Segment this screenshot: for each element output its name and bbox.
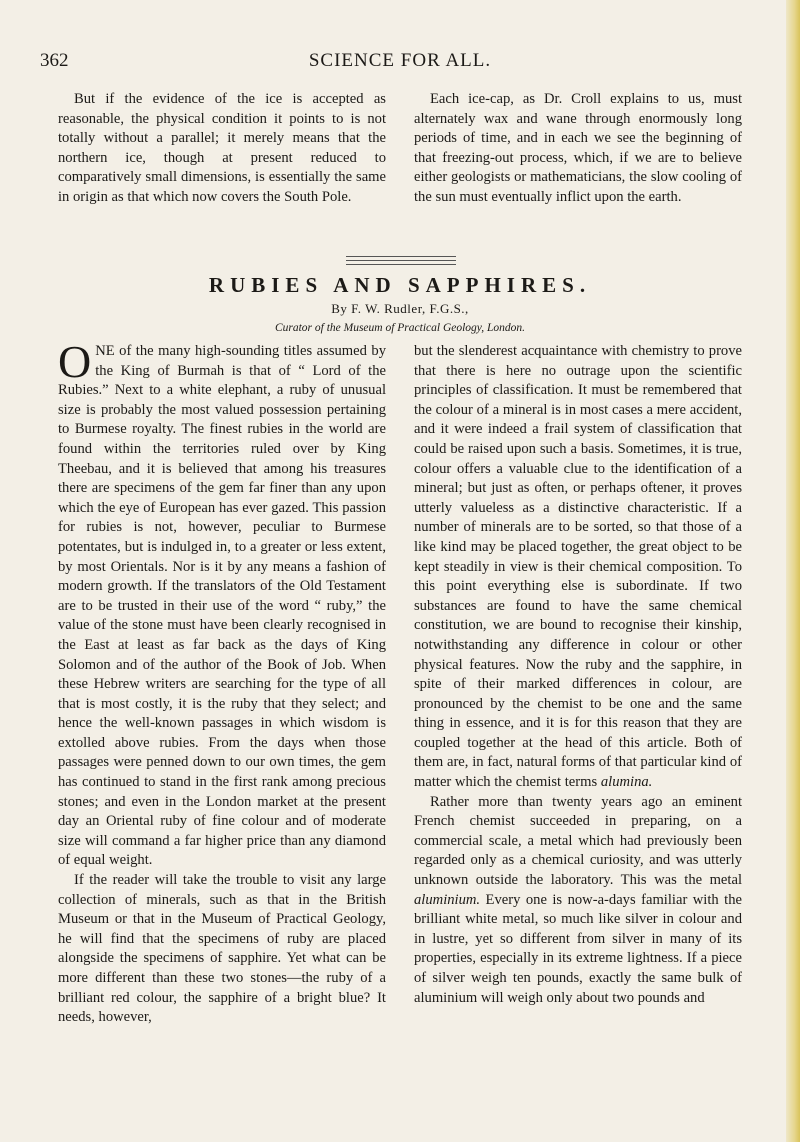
top-right-column <box>414 90 742 208</box>
running-head: SCIENCE FOR ALL. <box>308 50 492 71</box>
article-right-column <box>414 342 742 1008</box>
article-title: RUBIES AND SAPPHIRES. <box>208 273 592 297</box>
paragraph: But if the evidence of the ice is accepted as reasonable, the physical condition it points to is not totally without a parallel; it merely means that the northern ice, though at present reduced to comparatively small dimensions, is essentially the same in origin as that which now covers the South Pole. <box>58 91 386 205</box>
paragraph-text: but the slenderest acquaintance with chemistry to prove that there is here no outrage upon the scientific principles of classification. It must be remembered that the colour of a mineral is in most cases a mere accident, and it were indeed a frail system of classification that could be raised upon such a basis. Sometimes, it is true, colour offers a valuable clue to the identification of a mineral; but just as often, or perhaps oftener, it proves utterly valueless as a distinctive characteristic. If a number of minerals are to be sorted, so that those of a like kind may be placed together, the great object to be kept steadily in view is their chemical composition. To this point everything else is subordinate. If two substances are found to have the same chemical constitution, we are bound to recognise their kinship, notwithstanding any difference in colour or other physical features. Now the ruby and the sapphire, in spite of their marked differences in colour, are pronounced by the chemist to be one and the same thing in essence, and it is for this reason that they are coupled together at the head of this article. Both of them are, in fact, natural forms of that particular kind of matter which the chemist terms <box>414 343 742 791</box>
section-divider <box>346 256 456 268</box>
opening-paragraph <box>58 336 386 871</box>
paragraph-text: Rather more than twenty years ago an eminent French chemist succeeded in preparing, on a commercial scale, a metal which had previously been regarded only as a chemical curiosity, and was utterly unknown outside the laboratory. This was the metal <box>414 793 742 889</box>
article-byline: By F. W. Rudler, F.G.S., <box>331 301 469 316</box>
paragraph-text: Every one is now-a-days familiar with the brilliant white metal, so much like silver in colour and in lustre, yet so different from silver in many of its properties, especially in its extreme lightness. If a piece of silver weigh ten pounds, exactly the same bulk of aluminium will weigh only about two pounds and <box>414 891 742 1006</box>
author-affiliation: Curator of the Museum of Practical Geology, London. <box>274 322 526 334</box>
paragraph-text: NE of the many high-sounding titles assumed by the King of Burmah is that of “ Lord of the Rubies.” Next to a white elephant, a ruby of unusual size is probably the most valued possession pertaining to Burmese royalty. The finest rubies in the world are found within the territories ruled over by King Theebau, and it is believed that among his treasures there are specimens of the gem far finer than any upon which the eye of European has ever gazed. This passion for rubies is not, however, peculiar to Burmese potentates, but is indulged in, to a greater or less extent, by most Orientals. Nor is it by any means a fashion of modern growth. If the translators of the Old Testament are to be trusted in their use of the word “ ruby,” the value of the stone must have been clearly recognised in the East at least as far back as the days of King Solomon and of the author of the Book of Job. When these Hebrew writers are searching for the type of all that is most costly, it is the ruby that they select; and hence the well-known passages in which wisdom is extolled above rubies. From the days when those passages were penned down to our own times, the gem has continued to stand in the first rank among precious stones; and even in the London market at the present day an Oriental ruby of fine colour and of moderate size will command a far higher price than any diamond of equal weight. <box>58 343 386 869</box>
article-left-column <box>58 336 386 1028</box>
top-left-column <box>58 90 386 208</box>
paragraph: If the reader will take the trouble to visit any large collection of minerals, such as that in the British Museum or that in the Museum of Practical Geology, he will find that the specimens of ruby are placed alongside the specimens of sapphire. Yet what can be more different than these two stones—the ruby of a brilliant red colour, the sapphire of a bright blue? It needs, however, <box>58 872 386 1026</box>
paragraph: Each ice-cap, as Dr. Croll explains to us, must alternately wax and wane through enormously long periods of time, and in each we see the beginning of that freezing-out process, which, if we are to believe either geologists or mathematicians, the slow cooling of the sun must eventually inflict upon the earth. <box>414 91 742 205</box>
page-edge <box>786 0 800 1142</box>
italic-term: alumina. <box>600 774 653 791</box>
page-header <box>40 50 760 74</box>
paragraph <box>414 793 742 1009</box>
page-number: 362 <box>40 50 69 71</box>
paragraph <box>414 342 742 793</box>
italic-term: aluminium. <box>414 891 481 908</box>
drop-cap: O <box>58 336 92 387</box>
